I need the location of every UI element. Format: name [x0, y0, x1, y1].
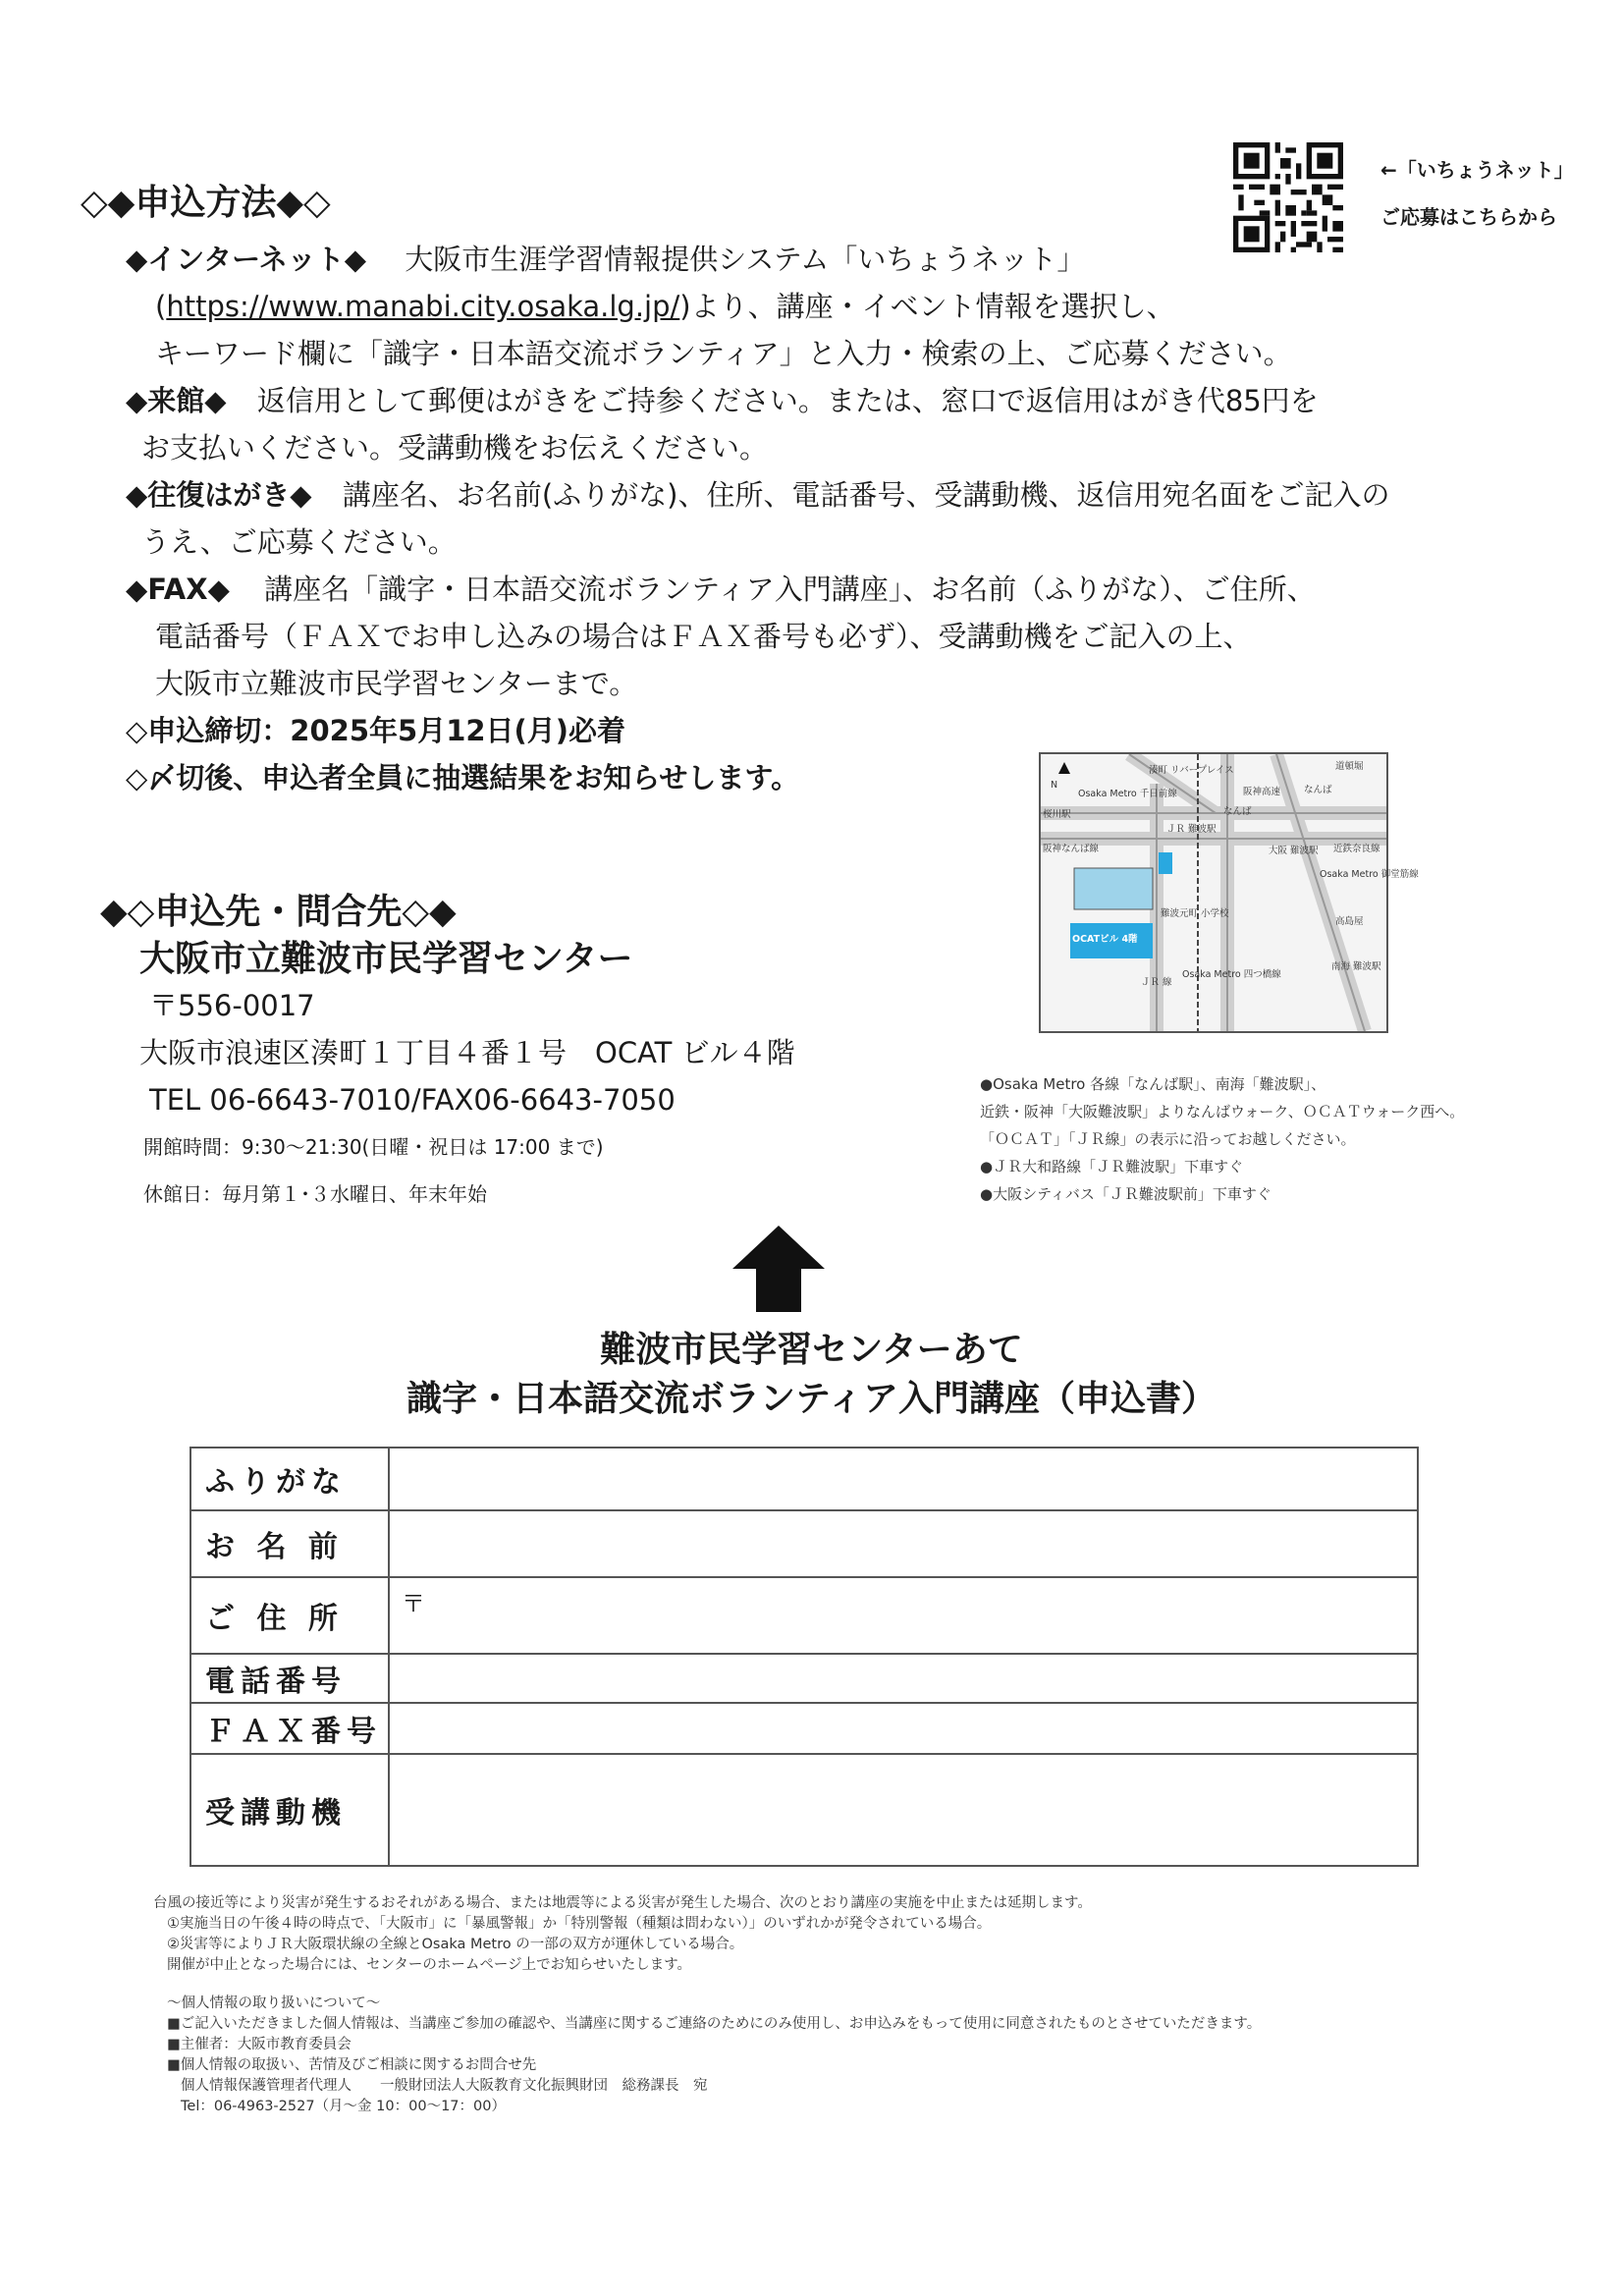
postal-code: 〒556-0017 — [149, 989, 315, 1022]
itcho-net-link[interactable]: https://www.manabi.city.osaka.lg.jp/ — [166, 290, 680, 323]
access-line: 「ＯＣＡＴ」「ＪＲ線」の表示に沿ってお越しください。 — [980, 1130, 1356, 1148]
center-address: 大阪市浪速区湊町１丁目４番１号 OCAT ビル４階 — [139, 1036, 795, 1069]
fax-text3: 大阪市立難波市民学習センターまで。 — [155, 667, 638, 700]
contact-heading: ◆◇申込先・問合先◇◆ — [100, 892, 457, 932]
fax-number-label: ＦＡＸ番号 — [190, 1703, 389, 1754]
map-label-takashimaya: 高島屋 — [1335, 916, 1364, 927]
access-line: ●大阪シティバス「ＪＲ難波駅前」下車すぐ — [980, 1185, 1271, 1203]
internet-label: ◆インターネット◆ — [126, 243, 366, 276]
form-title-recipient: 難波市民学習センターあて — [600, 1330, 1023, 1370]
fax-number-field[interactable] — [389, 1703, 1418, 1754]
privacy-notes — [167, 1994, 1261, 2117]
map-label-osaka-namba: 大阪 難波駅 — [1269, 846, 1319, 856]
internet-line2 — [155, 289, 1175, 324]
qr-caption-line1: ←「いちょうネット」 — [1380, 158, 1574, 182]
fax-text1: 講座名「識字・日本語交流ボランティア入門講座」、お名前（ふりがな）、ご住所、 — [264, 573, 1316, 606]
map-label-namba2: なんば — [1304, 785, 1332, 795]
disaster-note-1: ①実施当日の午後４時の時点で、「大阪市」に「暴風警報」か「特別警報（種類は問わない）」のいずれかが発令されている場合。 — [167, 1916, 992, 1932]
form-row-address — [190, 1577, 1418, 1654]
phone-field[interactable] — [389, 1654, 1418, 1703]
map-label-namba-motomachi: 難波元町 小学校 — [1161, 908, 1229, 919]
map-label-kintetsu-nara-line: 近鉄奈良線 — [1333, 844, 1380, 854]
visit-label: ◆来館◆ — [126, 384, 227, 417]
privacy-line: ■ご記入いただきました個人情報は、当講座ご参加の確認や、当講座に関するご連絡のためにのみ使用し、お申込みをもって使用に同意されたものとさせていただきます。 — [167, 2016, 1262, 2032]
disaster-note: 台風の接近等により災害が発生するおそれがある場合、または地震等による災害が発生した場合、次のとおり講座の実施を中止または延期します。 — [153, 1895, 1092, 1911]
form-row-phone — [190, 1654, 1418, 1703]
form-row-name — [190, 1510, 1418, 1577]
furigana-label: ふりがな — [190, 1448, 389, 1510]
map-label-sennichimae: Osaka Metro 千日前線 — [1078, 789, 1177, 799]
lottery-note: ◇〆切後、申込者全員に抽選結果をお知らせします。 — [126, 761, 800, 794]
map-label-midosuji-line: Osaka Metro 御堂筋線 — [1320, 869, 1419, 880]
visit-text1: 返信用として郵便はがきをご持参ください。または、窓口で返信用はがき代85円を — [256, 384, 1319, 417]
internet-text1: 大阪市生涯学習情報提供システム「いちょうネット」 — [405, 243, 1086, 276]
map-label-hanshin-expressway: 阪神高速 — [1243, 787, 1281, 797]
map-label-hanshin-namba-line: 阪神なんば線 — [1043, 844, 1100, 854]
phone-label: 電話番号 — [190, 1654, 389, 1703]
up-arrow-icon — [732, 1226, 825, 1312]
visit-line1 — [126, 383, 1319, 418]
name-label: お 名 前 — [190, 1510, 389, 1577]
map-label-namba1: なんば — [1223, 806, 1252, 817]
name-field[interactable] — [389, 1510, 1418, 1577]
deadline: ◇申込締切：2025年5月12日(月)必着 — [126, 714, 626, 747]
internet-paren: ( — [155, 290, 167, 323]
motivation-field[interactable] — [389, 1754, 1418, 1866]
map-label-yotsubashi-line: Osaka Metro 四つ橋線 — [1182, 969, 1281, 980]
privacy-line: ■主催者：大阪市教育委員会 — [167, 2037, 352, 2052]
internet-text2: )より、講座・イベント情報を選択し、 — [679, 290, 1175, 323]
address-field[interactable]: 〒 — [389, 1577, 1418, 1654]
qr-caption-line2: ご応募はこちらから — [1380, 205, 1557, 229]
furigana-field[interactable] — [389, 1448, 1418, 1510]
postcard-text2: うえ、ご応募ください。 — [141, 525, 457, 559]
map-label-sakuragawa: 桜川駅 — [1043, 809, 1071, 820]
disaster-note-2: ②災害等によりＪＲ大阪環状線の全線とOsaka Metro の一部の双方が運休している場合。 — [167, 1937, 744, 1952]
visit-text2: お支払いください。受講動機をお伝えください。 — [141, 431, 769, 465]
map-label-riverplace: 湊町 リバープレイス — [1149, 765, 1234, 776]
fax-text2: 電話番号（ＦＡＸでお申し込みの場合はＦＡＸ番号も必ず）、受講動機をご記入の上、 — [155, 620, 1252, 653]
form-title-course: 識字・日本語交流ボランティア入門講座（申込書） — [406, 1379, 1217, 1419]
map-label-jr-line: ＪＲ 線 — [1141, 977, 1172, 988]
disaster-notes — [153, 1893, 1092, 1976]
motivation-label: 受講動機 — [190, 1754, 389, 1866]
closed-days: 休館日：毎月第１･３水曜日、年末年始 — [143, 1182, 487, 1206]
qr-code-image[interactable] — [1233, 142, 1343, 252]
fax-line1 — [126, 572, 1316, 607]
map-label-jr-namba: ＪＲ 難波駅 — [1166, 824, 1217, 835]
opening-hours: 開館時間：9:30～21:30(日曜・祝日は 17:00 まで) — [143, 1135, 604, 1159]
disaster-note-3: 開催が中止となった場合には、センターのホームページ上でお知らせいたします。 — [167, 1957, 692, 1973]
internet-line1 — [126, 242, 1085, 277]
postcard-label: ◆往復はがき◆ — [126, 478, 312, 512]
access-line: 近鉄・阪神「大阪難波駅」よりなんばウォーク、ＯＣＡＴウォーク西へ。 — [980, 1103, 1465, 1121]
form-row-motivation — [190, 1754, 1418, 1866]
access-line: ●Osaka Metro 各線「なんば駅」、南海「難波駅」、 — [980, 1075, 1326, 1093]
access-info — [980, 1070, 1464, 1208]
center-name: 大阪市立難波市民学習センター — [139, 939, 633, 979]
map-label-dotonbori: 道頓堀 — [1335, 761, 1364, 772]
postcard-line1 — [126, 477, 1389, 513]
tel-fax: TEL 06-6643-7010/FAX06-6643-7050 — [149, 1083, 676, 1117]
internet-text3: キーワード欄に「識字・日本語交流ボランティア」と入力・検索の上、ご応募ください。 — [155, 337, 1292, 370]
fax-label: ◆FAX◆ — [126, 573, 230, 606]
address-label: ご 住 所 — [190, 1577, 389, 1654]
map-labels — [1039, 752, 1419, 1029]
access-line: ●ＪＲ大和路線「ＪＲ難波駅」下車すぐ — [980, 1158, 1244, 1175]
form-row-furigana — [190, 1448, 1418, 1510]
privacy-heading: ～個人情報の取り扱いについて～ — [167, 1995, 381, 2011]
form-row-fax — [190, 1703, 1418, 1754]
postcard-text1: 講座名、お名前(ふりがな)、住所、電話番号、受講動機、返信用宛名面をご記入の — [342, 478, 1390, 512]
privacy-line: ■個人情報の取扱い、苦情及びご相談に関するお問合せ先 — [167, 2057, 537, 2073]
apply-heading: ◇◆申込方法◆◇ — [81, 183, 331, 223]
application-form — [189, 1447, 1419, 1867]
map-label-nankai-namba: 南海 難波駅 — [1331, 961, 1381, 972]
map-label-north: N — [1051, 780, 1058, 791]
map-label-ocat: OCATビル 4階 — [1072, 934, 1138, 945]
privacy-line: 個人情報保護管理者代理人 一般財団法人大阪教育文化振興財団 総務課長 宛 — [181, 2078, 708, 2094]
privacy-line: Tel：06-4963-2527（月～金 10：00～17：00） — [181, 2099, 506, 2114]
